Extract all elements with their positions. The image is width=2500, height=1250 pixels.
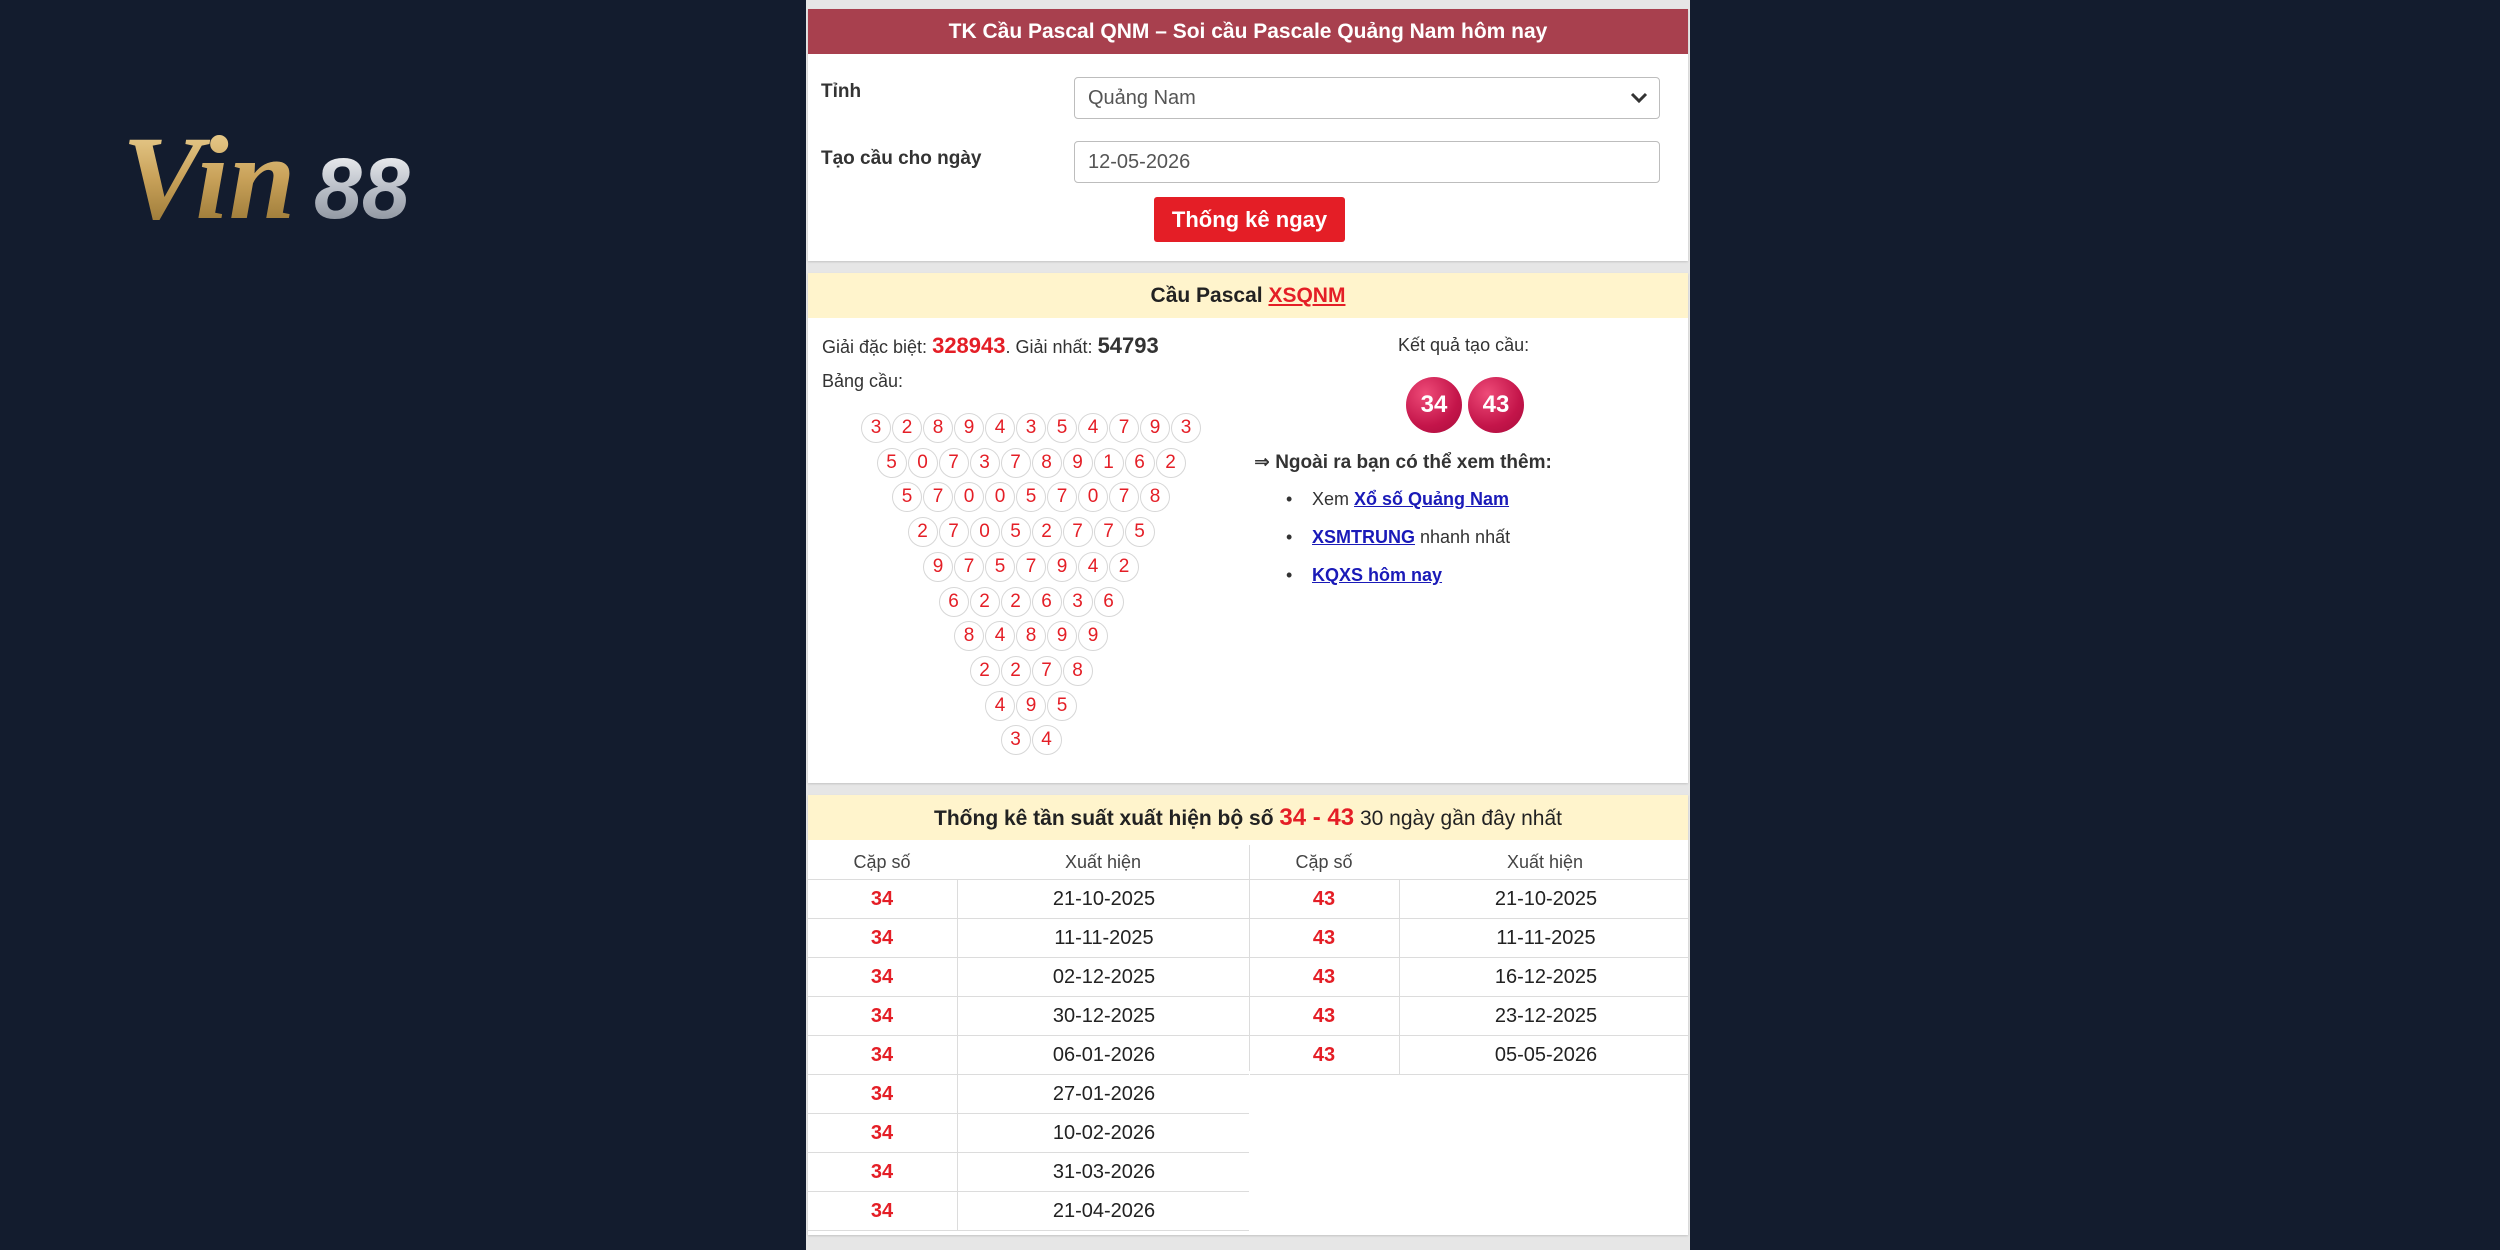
pascal-cell: 9 (1140, 413, 1170, 443)
pascal-cell: 7 (954, 552, 984, 582)
pascal-cell: 5 (892, 482, 922, 512)
pascal-cell: 4 (1032, 725, 1062, 755)
vin88-logo[interactable] (122, 118, 482, 233)
pair-cell: 43 (1312, 966, 1336, 988)
table-row (808, 957, 1249, 996)
stats-card (808, 795, 1688, 1235)
date-cell: 11-11-2025 (957, 919, 1250, 957)
table-row (808, 1113, 1249, 1152)
pascal-cell: 7 (1032, 656, 1062, 686)
stats-header-suffix: 30 ngày gần đây nhất (1359, 807, 1562, 830)
table-row (808, 879, 1249, 918)
xo-so-quang-nam-link[interactable]: Xổ số Quảng Nam (1354, 489, 1510, 509)
pascal-cell: 4 (1078, 552, 1108, 582)
pascal-cell: 2 (1001, 656, 1031, 686)
result-label: Kết quả tạo cầu: (1398, 335, 1530, 355)
pascal-cell: 5 (877, 448, 907, 478)
pascal-cell: 7 (1001, 448, 1031, 478)
pascal-cell: 3 (1063, 587, 1093, 617)
pascal-cell: 3 (1171, 413, 1201, 443)
pascal-cell: 8 (1032, 448, 1062, 478)
more-title: ⇒ Ngoài ra bạn có thể xem thêm: (1254, 452, 1552, 473)
pascal-cell: 7 (1094, 517, 1124, 547)
pascal-cell: 5 (1125, 517, 1155, 547)
pascal-cell: 4 (1078, 413, 1108, 443)
table-row (808, 1035, 1249, 1074)
pascal-cell: 3 (970, 448, 1000, 478)
date-cell: 11-11-2025 (1399, 919, 1692, 957)
pair-cell: 34 (870, 1122, 894, 1144)
list-item (1256, 561, 1510, 599)
pascal-cell: 4 (985, 691, 1015, 721)
pascal-cell: 9 (1063, 448, 1093, 478)
date-cell: 06-01-2026 (957, 1036, 1250, 1074)
pair-cell: 34 (870, 1083, 894, 1105)
table-row (1250, 1035, 1688, 1074)
pascal-cell: 0 (1078, 482, 1108, 512)
pair-cell: 34 (870, 1044, 894, 1066)
province-label: Tỉnh (821, 81, 862, 102)
table-row (1250, 996, 1688, 1035)
form-title: TK Cầu Pascal QNM – Soi cầu Pascale Quảng Nam hôm nay (808, 9, 1688, 54)
pascal-cell: 9 (954, 413, 984, 443)
svg-text:88: 88 (314, 141, 410, 233)
stats-header-pair: 34 - 43 (1279, 804, 1355, 831)
pascal-cell: 3 (1001, 725, 1031, 755)
pascal-cell: 0 (908, 448, 938, 478)
table-row (1250, 957, 1688, 996)
pair-cell: 34 (870, 1005, 894, 1027)
date-cell: 10-02-2026 (957, 1114, 1250, 1152)
pascal-cell: 1 (1094, 448, 1124, 478)
stats-table-left (808, 845, 1249, 1231)
table-row (1250, 879, 1688, 918)
special-prize-label: Giải đặc biệt: (822, 337, 928, 357)
pascal-cell: 4 (985, 621, 1015, 651)
pascal-cell: 9 (1016, 691, 1046, 721)
date-cell: 30-12-2025 (957, 997, 1250, 1035)
pascal-cell: 8 (1140, 482, 1170, 512)
pascal-cell: 6 (939, 587, 969, 617)
vin88-logo-mark (122, 118, 482, 233)
pascal-cell: 3 (1016, 413, 1046, 443)
pascal-cell: 5 (1016, 482, 1046, 512)
pascal-cell: 2 (970, 656, 1000, 686)
table-header (808, 845, 1249, 879)
table-row (808, 918, 1249, 957)
xsqnm-link[interactable]: XSQNM (1268, 284, 1346, 307)
table-row (808, 1074, 1249, 1113)
date-row (821, 135, 1660, 181)
more-link-prefix: Xem (1312, 489, 1355, 509)
result-ball: 43 (1468, 377, 1524, 433)
pascal-cell: 7 (1016, 552, 1046, 582)
pascal-card (808, 273, 1688, 783)
pascal-cell: 6 (1032, 587, 1062, 617)
pascal-cell: 5 (1047, 413, 1077, 443)
date-cell: 21-10-2025 (957, 880, 1250, 918)
pascal-cell: 2 (1001, 587, 1031, 617)
pascal-cell: 8 (923, 413, 953, 443)
pascal-cell: 7 (939, 517, 969, 547)
pascal-cell: 2 (970, 587, 1000, 617)
pair-cell: 34 (870, 927, 894, 949)
pascal-cell: 7 (939, 448, 969, 478)
pascal-cell: 7 (1047, 482, 1077, 512)
pascal-cell: 9 (1078, 621, 1108, 651)
province-select[interactable] (1074, 77, 1660, 119)
content-column (806, 0, 1690, 1250)
date-cell: 16-12-2025 (1399, 958, 1692, 996)
chevron-down-icon (1629, 78, 1649, 132)
result-ball: 34 (1406, 377, 1462, 433)
pair-cell: 34 (870, 1161, 894, 1183)
pascal-cell: 8 (1016, 621, 1046, 651)
date-cell: 27-01-2026 (957, 1075, 1250, 1113)
date-cell: 21-10-2025 (1399, 880, 1692, 918)
col-pair-header: Cặp số (1295, 852, 1353, 872)
pair-cell: 43 (1312, 927, 1336, 949)
kqxs-hom-nay-link[interactable]: KQXS hôm nay (1312, 565, 1443, 585)
stats-table-right (1250, 845, 1688, 1075)
col-appear-header: Xuất hiện (1506, 852, 1584, 872)
pascal-cell: 2 (1156, 448, 1186, 478)
pair-cell: 34 (870, 1200, 894, 1222)
pascal-form-card (808, 9, 1688, 261)
more-links-list (1256, 485, 1510, 599)
date-cell: 05-05-2026 (1399, 1036, 1692, 1074)
date-cell: 21-04-2026 (957, 1192, 1250, 1230)
pascal-table-label: Bảng cầu: (822, 371, 904, 391)
pascal-cell: 6 (1125, 448, 1155, 478)
pascal-cell: 5 (985, 552, 1015, 582)
pascal-cell: 2 (1109, 552, 1139, 582)
pascal-cell: 5 (1047, 691, 1077, 721)
province-value: Quảng Nam (1088, 87, 1196, 109)
more-link-suffix: nhanh nhất (1415, 527, 1511, 547)
col-pair-header: Cặp số (853, 852, 911, 872)
pair-cell: 43 (1312, 1044, 1336, 1066)
date-cell: 02-12-2025 (957, 958, 1250, 996)
pascal-header-label: Cầu Pascal (1150, 284, 1263, 307)
submit-button[interactable]: Thống kê ngay (1154, 197, 1345, 242)
svg-text:Vin: Vin (122, 118, 296, 233)
pair-cell: 34 (870, 966, 894, 988)
table-row (808, 1152, 1249, 1191)
pascal-cell: 7 (1109, 413, 1139, 443)
stats-header (808, 795, 1688, 840)
date-input[interactable]: 12-05-2026 (1074, 141, 1660, 183)
date-cell: 23-12-2025 (1399, 997, 1692, 1035)
list-item (1256, 485, 1510, 523)
pascal-cell: 4 (985, 413, 1015, 443)
first-prize-label: . Giải nhất: (1005, 337, 1093, 357)
pascal-header (808, 273, 1688, 318)
table-row (808, 1191, 1249, 1230)
table-header (1250, 845, 1688, 879)
pascal-cell: 9 (1047, 621, 1077, 651)
pascal-cell: 9 (923, 552, 953, 582)
date-label: Tạo cầu cho ngày (821, 148, 982, 169)
pair-cell: 43 (1312, 888, 1336, 910)
pascal-cell: 0 (954, 482, 984, 512)
pascal-cell: 7 (923, 482, 953, 512)
pascal-cell: 3 (861, 413, 891, 443)
pascal-cell: 7 (1063, 517, 1093, 547)
table-row (808, 996, 1249, 1035)
special-prize-value: 328943 (932, 333, 1006, 358)
pascal-cell: 6 (1094, 587, 1124, 617)
pair-cell: 43 (1312, 1005, 1336, 1027)
stats-header-prefix: Thống kê tần suất xuất hiện bộ số (934, 807, 1274, 830)
pascal-cell: 9 (1047, 552, 1077, 582)
pascal-cell: 2 (908, 517, 938, 547)
prize-line (822, 333, 1159, 359)
first-prize-value: 54793 (1097, 333, 1159, 358)
province-row (821, 71, 1660, 117)
pair-cell: 34 (870, 888, 894, 910)
pascal-cell: 7 (1109, 482, 1139, 512)
list-item (1256, 523, 1510, 561)
pascal-cell: 0 (985, 482, 1015, 512)
pascal-cell: 5 (1001, 517, 1031, 547)
pascal-cell: 8 (954, 621, 984, 651)
date-cell: 31-03-2026 (957, 1153, 1250, 1191)
table-row (1250, 918, 1688, 957)
xsmtrung-link[interactable]: XSMTRUNG (1312, 527, 1415, 547)
col-appear-header: Xuất hiện (1064, 852, 1142, 872)
pascal-cell: 8 (1063, 656, 1093, 686)
pascal-cell: 2 (892, 413, 922, 443)
pascal-cell: 2 (1032, 517, 1062, 547)
pascal-cell: 0 (970, 517, 1000, 547)
